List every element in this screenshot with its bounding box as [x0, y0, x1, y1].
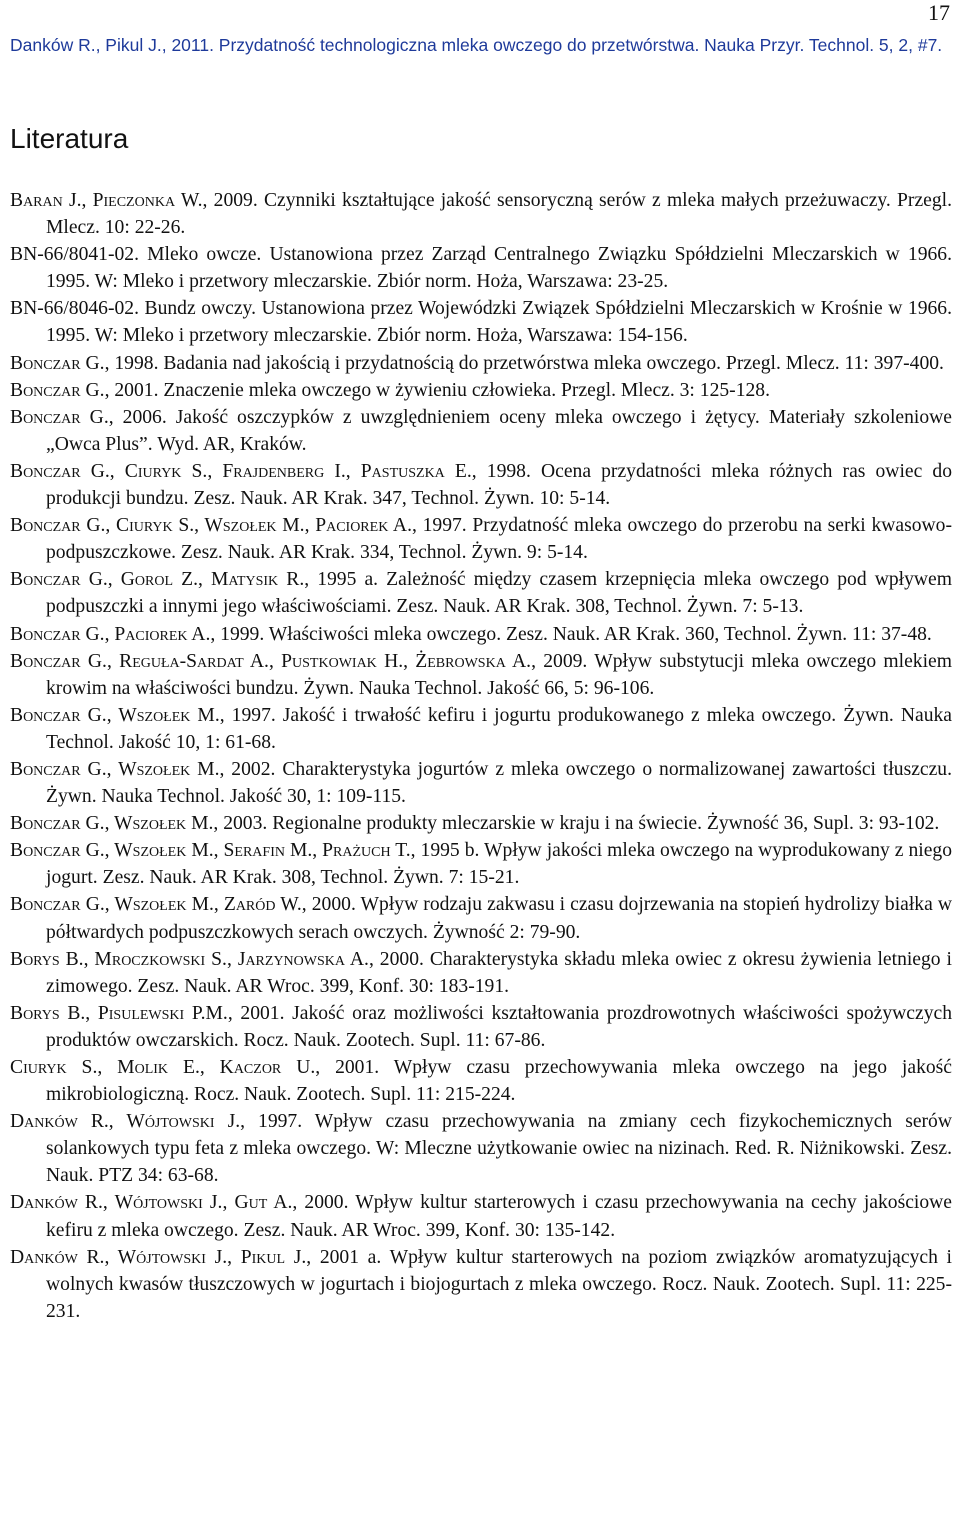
reference-text: BN-66/8046-02. Bundz owczy. Ustanowiona przez Wojewódzki Związek Spółdzielni Mleczarskich w Krośnie w 1966. 1995. W: Mleko i przetwory mleczarskie. Zbiór norm. Hoża, Warszawa: 154-156. [10, 298, 952, 347]
reference-text: , 1999. Właściwości mleka owczego. Zesz. Nauk. AR Krak. 360, Technol. Żywn. 11: 37-48. [210, 623, 932, 645]
reference-text: , 2000. Charakterystyka składu mleka owiec z okresu żywienia letniego i zimowego. Zesz. Nauk. AR Wroc. 399, Konf. 30: 183-191. [46, 948, 953, 997]
reference-entry [10, 404, 952, 458]
reference-authors: Bonczar G., Wszołek M. [10, 758, 220, 780]
reference-text: , 2001 a. Wpływ kultur starterowych na poziom związków aromatyzujących i wolnych kwasów tłuszczowych w jogurtach i biojogurtach z mleka owczego. Rocz. Nauk. Zootech. Supl. 11: 225-231. [46, 1246, 952, 1322]
reference-text: , 1995 a. Zależność między czasem krzepnięcia mleka owczego pod wpływem podpuszczki a innymi jego właściwościami. Zesz. Nauk. AR Krak. 308, Technol. Żywn. 7: 5-13. [46, 569, 952, 618]
reference-entry [10, 837, 952, 891]
reference-entry [10, 702, 952, 756]
reference-text: , 1997. Wpływ czasu przechowywania na zmiany cech fizykochemicznych serów solankowych typu feta z mleka owczego. W: Mleczne użytkowanie owiec na nizinach. Red. R. Niżnikowski. Zesz. Nauk. PTZ 34: 63-68. [46, 1111, 952, 1187]
reference-entry [10, 1189, 952, 1243]
reference-authors: Bonczar G. [10, 379, 105, 401]
reference-entry [10, 756, 952, 810]
reference-list [10, 187, 952, 1325]
reference-authors: Bonczar G., Reguła-Sardat A., Pustkowiak H., Żebrowska A. [10, 650, 532, 672]
reference-authors: Bonczar G., Wszołek M. [10, 704, 220, 726]
reference-text: , 1997. Przydatność mleka owczego do przerobu na serki kwasowo-podpuszczkowe. Zesz. Nauk. AR Krak. 334, Technol. Żywn. 9: 5-14. [46, 515, 952, 564]
reference-authors: Bonczar G., Paciorek A. [10, 623, 211, 645]
citation-header[interactable]: Danków R., Pikul J., 2011. Przydatność technologiczna mleka owczego do przetwórstwa. Nauka Przyr. Technol. 5, 2, #7. [10, 35, 943, 55]
reference-text: , 1998. Badania nad jakością i przydatnością do przetwórstwa mleka owczego. Przegl. Mlecz. 11: 397-400. [104, 352, 944, 374]
reference-text: , 2001. Znaczenie mleka owczego w żywieniu człowieka. Przegl. Mlecz. 3: 125-128. [104, 379, 770, 401]
reference-authors: Ciuryk S., Molik E., Kaczor U. [10, 1057, 316, 1078]
reference-text: , 2001. Jakość oraz możliwości kształtowania prozdrowotnych właściwości spożywczych produktów owczarskich. Rocz. Nauk. Zootech. Supl. 11: 67-86. [46, 1002, 952, 1051]
reference-entry [10, 458, 952, 512]
reference-entry [10, 1054, 952, 1108]
reference-authors: Danków R., Wójtowski J., Pikul J. [10, 1246, 307, 1268]
reference-authors: Bonczar G., Ciuryk S., Frajdenberg I., Pastuszka E. [10, 460, 472, 482]
reference-authors: Danków R., Wójtowski J., Gut A. [10, 1192, 293, 1214]
reference-entry [10, 377, 952, 404]
reference-entry [10, 946, 952, 1000]
reference-authors: Bonczar G., Wszołek M. [10, 813, 214, 835]
reference-authors: Bonczar G., Gorol Z., Matysik R. [10, 569, 305, 591]
reference-entry [10, 295, 952, 349]
reference-authors: Borys B., Pisulewski P.M. [10, 1002, 228, 1024]
reference-text: , 2009. Wpływ substytucji mleka owczego mlekiem krowim na właściwości bundzu. Żywn. Nauka Technol. Jakość 66, 5: 96-106. [46, 650, 952, 699]
reference-entry [10, 241, 952, 295]
reference-text: , 1995 b. Wpływ jakości mleka owczego na wyprodukowany z niego jogurt. Zesz. Nauk. AR Krak. 308, Technol. Żywn. 7: 15-21. [46, 840, 952, 889]
reference-entry [10, 350, 952, 377]
reference-entry [10, 648, 952, 702]
reference-text: , 1997. Jakość i trwałość kefiru i jogurtu produkowanego z mleka owczego. Żywn. Nauka Technol. Jakość 10, 1: 61-68. [46, 704, 952, 753]
reference-authors: Bonczar G., Wszołek M., Serafin M., Prażuch T. [10, 840, 411, 862]
reference-entry [10, 621, 952, 648]
reference-entry [10, 187, 952, 241]
reference-text: , 2000. Wpływ kultur starterowych i czasu przechowywania na cechy jakościowe kefiru z mleka owczego. Zesz. Nauk. AR Wroc. 399, Konf. 30: 135-142. [46, 1192, 952, 1241]
reference-authors: Bonczar G., Ciuryk S., Wszołek M., Paciorek A. [10, 515, 412, 537]
reference-authors: Bonczar G. [10, 406, 109, 428]
reference-text: , 2001. Wpływ czasu przechowywania mleka owczego na jego jakość mikrobiologiczną. Rocz. Nauk. Zootech. Supl. 11: 215-224. [46, 1057, 952, 1106]
section-heading: Literatura [10, 123, 129, 154]
reference-entry [10, 1244, 952, 1325]
reference-authors: Bonczar G. [10, 352, 105, 374]
reference-authors: Baran J., Pieczonka W. [10, 190, 203, 211]
reference-text: , 2003. Regionalne produkty mleczarskie w kraju i na świecie. Żywność 36, Supl. 3: 93-102. [213, 813, 940, 835]
reference-entry [10, 810, 952, 837]
reference-entry [10, 566, 952, 620]
reference-text: , 2002. Charakterystyka jogurtów z mleka owczego o normalizowanej zawartości tłuszczu. Żywn. Nauka Technol. Jakość 30, 1: 109-115. [46, 758, 952, 808]
reference-text: , 2000. Wpływ rodzaju zakwasu i czasu dojrzewania na stopień hydrolizy białka w półtwardych podpuszczkowych serach owczych. Żywność 2: 79-90. [46, 894, 952, 943]
reference-text: , 2006. Jakość oszczypków z uwzględnieniem oceny mleka owczego i żętycy. Materiały szkoleniowe „Owca Plus”. Wyd. AR, Kraków. [46, 406, 952, 455]
reference-text: , 2009. Czynniki kształtujące jakość sensoryczną serów z mleka małych przeżuwaczy. Przegl. Mlecz. 10: 22-26. [46, 190, 952, 239]
reference-entry [10, 1108, 952, 1189]
reference-authors: Danków R., Wójtowski J. [10, 1111, 241, 1133]
reference-authors: Borys B., Mroczkowski S., Jarzynowska A. [10, 948, 369, 970]
reference-text: BN-66/8041-02. Mleko owcze. Ustanowiona przez Zarząd Centralnego Związku Spółdzielni Mleczarskich w 1966. 1995. W: Mleko i przetwory mleczarskie. Zbiór norm. Hoża, Warszawa: 23-25. [10, 244, 952, 293]
reference-text: , 1998. Ocena przydatności mleka różnych ras owiec do produkcji bundzu. Zesz. Nauk. AR Krak. 347, Technol. Żywn. 10: 5-14. [46, 460, 952, 510]
page-number: 17 [928, 0, 950, 25]
reference-entry [10, 891, 952, 945]
reference-entry [10, 512, 952, 566]
reference-entry [10, 1000, 952, 1054]
reference-authors: Bonczar G., Wszołek M., Zaród W. [10, 894, 302, 916]
